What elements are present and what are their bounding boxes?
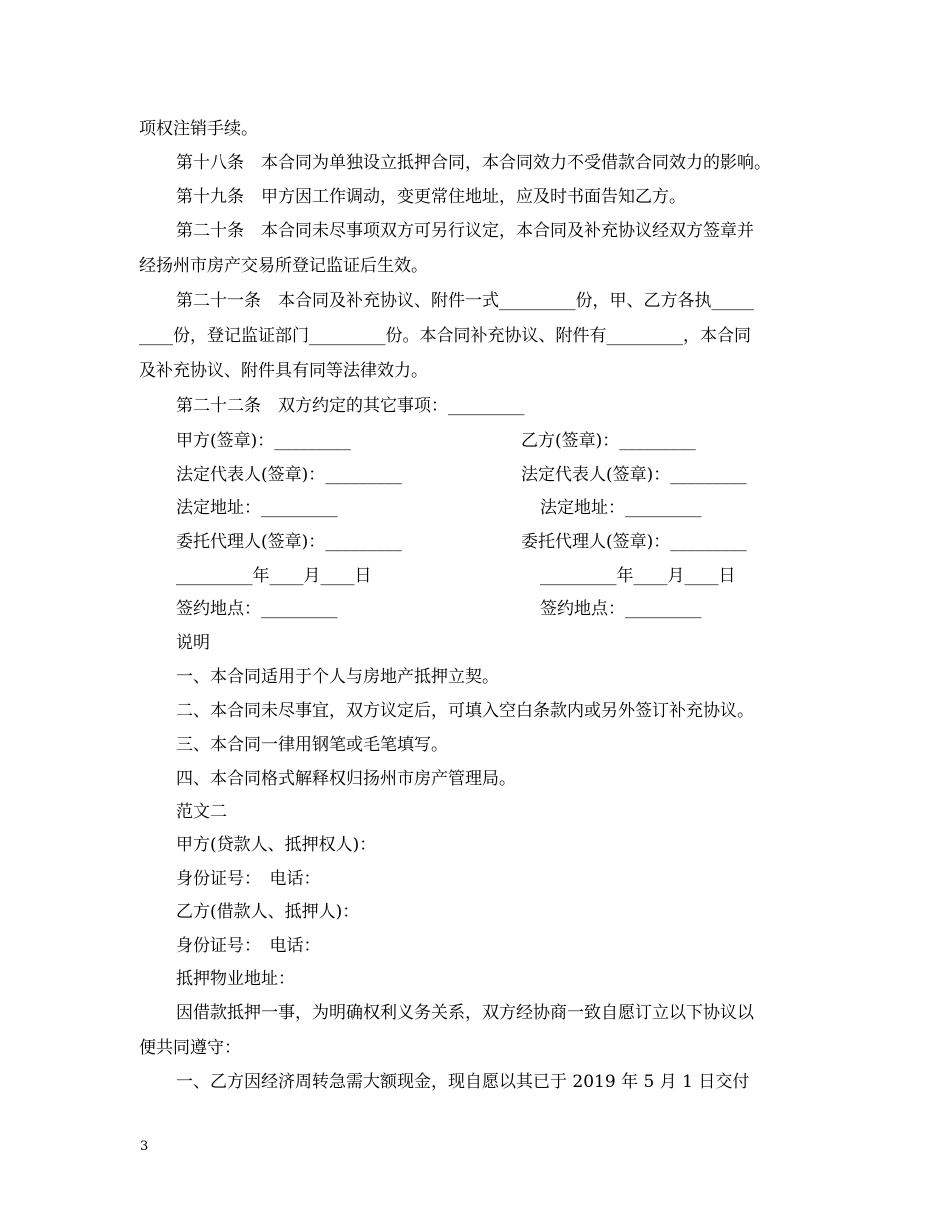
party-b-legal-address: 法定地址：_________ [540, 498, 702, 518]
party-b-borrower: 乙方(借款人、抵押人)： [176, 902, 360, 922]
article-21-line-3: 及补充协议、附件具有同等法律效力。 [139, 361, 428, 381]
clause-1: 一、乙方因经济周转急需大额现金，现自愿以其已于 2019 年 5 月 1 日交付 [176, 1072, 750, 1092]
party-a-signature: 甲方(签章)：_________ [176, 431, 351, 451]
intro-line-1: 因借款抵押一事，为明确权利义务关系，双方经协商一致自愿订立以下协议以 [176, 1003, 754, 1023]
note-4: 四、本合同格式解释权归扬州市房产管理局。 [176, 769, 516, 789]
party-a-agent: 委托代理人(签章)：_________ [176, 532, 402, 552]
party-b-legal-rep: 法定代表人(签章)：_________ [521, 465, 747, 485]
mortgaged-property-address: 抵押物业地址： [176, 969, 295, 989]
note-3: 三、本合同一律用钢笔或毛笔填写。 [176, 735, 448, 755]
party-a-id-phone: 身份证号： 电话： [176, 869, 321, 889]
intro-line-2: 便共同遵守： [139, 1038, 241, 1058]
page-number: 3 [140, 1139, 149, 1154]
article-18: 第十八条 本合同为单独设立抵押合同，本合同效力不受借款合同效力的影响。 [176, 153, 771, 173]
party-b-date: _________年____月____日 [540, 566, 736, 586]
notes-title: 说明 [176, 633, 210, 653]
party-a-legal-rep: 法定代表人(签章)：_________ [176, 465, 402, 485]
article-21-line-1: 第二十一条 本合同及补充协议、附件一式_________份，甲、乙方各执_____ [176, 291, 754, 311]
party-b-id-phone: 身份证号： 电话： [176, 936, 321, 956]
article-22: 第二十二条 双方约定的其它事项：_________ [176, 396, 525, 416]
article-21-line-2: ____份，登记监证部门_________份。本合同补充协议、附件有_________，本合同 [139, 326, 751, 346]
party-a-signing-place: 签约地点：_________ [176, 599, 338, 619]
paragraph-continuation: 项权注销手续。 [139, 119, 258, 139]
party-b-signing-place: 签约地点：_________ [540, 599, 702, 619]
party-b-agent: 委托代理人(签章)：_________ [521, 532, 747, 552]
note-2: 二、本合同未尽事宜，双方议定后，可填入空白条款内或另外签订补充协议。 [176, 701, 754, 721]
party-a-lender: 甲方(贷款人、抵押权人)： [176, 835, 377, 855]
sample-2-title: 范文二 [176, 802, 227, 822]
party-a-legal-address: 法定地址：_________ [176, 498, 338, 518]
article-20-line-1: 第二十条 本合同未尽事项双方可另行议定，本合同及补充协议经双方签章并 [176, 221, 754, 241]
note-1: 一、本合同适用于个人与房地产抵押立契。 [176, 667, 499, 687]
party-b-signature: 乙方(签章)：_________ [521, 431, 696, 451]
article-20-line-2: 经扬州市房产交易所登记监证后生效。 [139, 256, 428, 276]
article-19: 第十九条 甲方因工作调动，变更常住地址，应及时书面告知乙方。 [176, 187, 686, 207]
party-a-date: _________年____月____日 [176, 566, 372, 586]
